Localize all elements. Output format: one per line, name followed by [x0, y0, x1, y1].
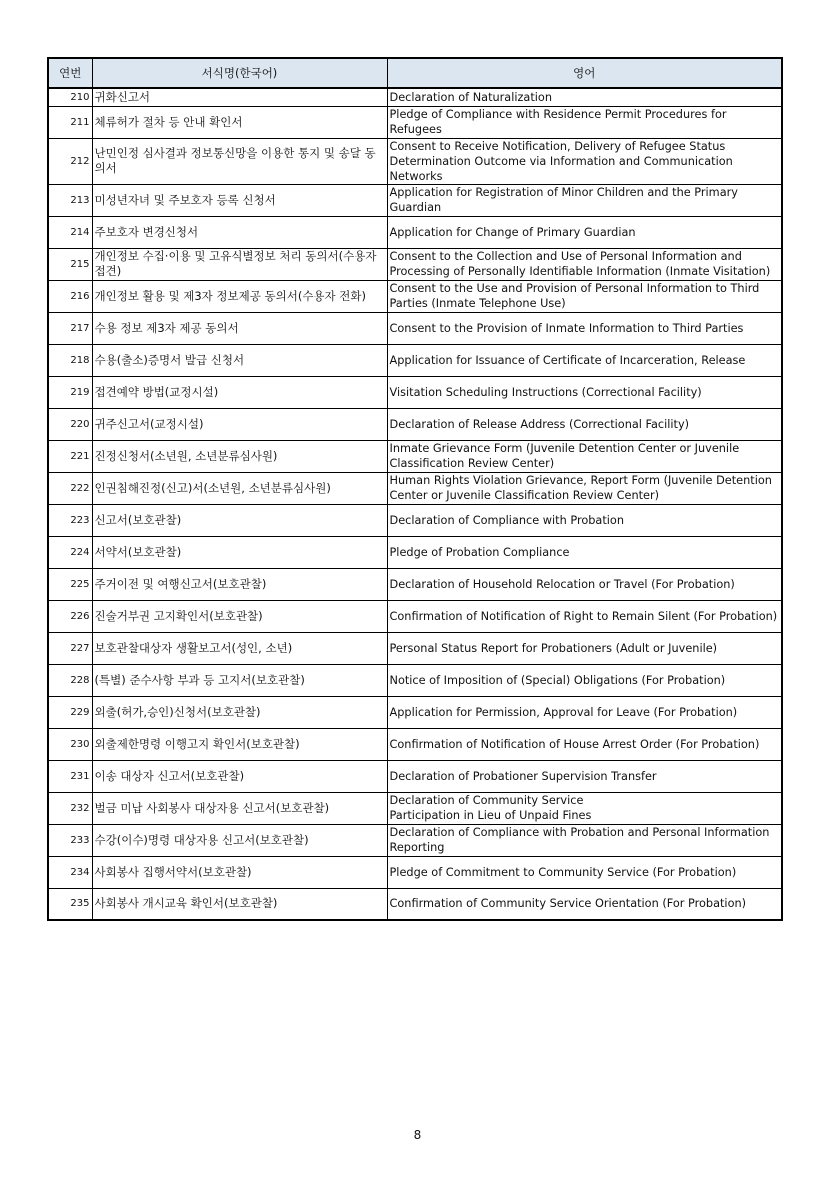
english-form-name: Application for Permission, Approval for Leave (For Probation) — [387, 696, 782, 728]
row-number: 231 — [48, 760, 92, 792]
korean-form-name: 진정신청서(소년원, 소년분류심사원) — [92, 440, 387, 472]
korean-form-name: 체류허가 절차 등 안내 확인서 — [92, 106, 387, 138]
table-row — [48, 88, 782, 106]
table-row — [48, 504, 782, 536]
table-row — [48, 440, 782, 472]
table-row — [48, 760, 782, 792]
korean-form-name: 귀화신고서 — [92, 88, 387, 106]
english-form-name: Declaration of Compliance with Probation — [387, 504, 782, 536]
row-number: 220 — [48, 408, 92, 440]
table-row — [48, 280, 782, 312]
english-form-name: Confirmation of Community Service Orientation (For Probation) — [387, 888, 782, 920]
english-form-name: Pledge of Commitment to Community Service (For Probation) — [387, 856, 782, 888]
english-form-name: Human Rights Violation Grievance, Report Form (Juvenile Detention Center or Juvenile Classification Review Center) — [387, 472, 782, 504]
table-row — [48, 472, 782, 504]
header-english: 영어 — [387, 58, 782, 88]
english-form-name: Consent to the Collection and Use of Personal Information and Processing of Personally Identifiable Information (Inmate Visitation) — [387, 248, 782, 280]
korean-form-name: 사회봉사 집행서약서(보호관찰) — [92, 856, 387, 888]
english-form-name: Declaration of Release Address (Correctional Facility) — [387, 408, 782, 440]
korean-form-name: 수강(이수)명령 대상자용 신고서(보호관찰) — [92, 824, 387, 856]
english-form-name: Confirmation of Notification of Right to Remain Silent (For Probation) — [387, 600, 782, 632]
korean-form-name: 수용 정보 제3자 제공 동의서 — [92, 312, 387, 344]
table-row — [48, 824, 782, 856]
english-form-name: Personal Status Report for Probationers (Adult or Juvenile) — [387, 632, 782, 664]
table-row — [48, 312, 782, 344]
row-number: 226 — [48, 600, 92, 632]
korean-form-name: 이송 대상자 신고서(보호관찰) — [92, 760, 387, 792]
row-number: 215 — [48, 248, 92, 280]
table-row — [48, 600, 782, 632]
english-form-name: Pledge of Compliance with Residence Permit Procedures for Refugees — [387, 106, 782, 138]
korean-form-name: 주보호자 변경신청서 — [92, 216, 387, 248]
table-row — [48, 536, 782, 568]
row-number: 230 — [48, 728, 92, 760]
row-number: 218 — [48, 344, 92, 376]
korean-form-name: 외출제한명령 이행고지 확인서(보호관찰) — [92, 728, 387, 760]
korean-form-name: 접견예약 방법(교정시설) — [92, 376, 387, 408]
row-number: 222 — [48, 472, 92, 504]
english-form-name: Visitation Scheduling Instructions (Correctional Facility) — [387, 376, 782, 408]
english-form-name: Consent to Receive Notification, Delivery of Refugee Status Determination Outcome via Information and Communication Networks — [387, 138, 782, 184]
row-number: 210 — [48, 88, 92, 106]
row-number: 234 — [48, 856, 92, 888]
english-form-name: Declaration of Household Relocation or Travel (For Probation) — [387, 568, 782, 600]
row-number: 211 — [48, 106, 92, 138]
header-korean-form-name: 서식명(한국어) — [92, 58, 387, 88]
english-form-name: Consent to the Provision of Inmate Information to Third Parties — [387, 312, 782, 344]
table-row — [48, 216, 782, 248]
english-form-name: Notice of Imposition of (Special) Obligations (For Probation) — [387, 664, 782, 696]
english-form-name: Pledge of Probation Compliance — [387, 536, 782, 568]
row-number: 223 — [48, 504, 92, 536]
table-row — [48, 344, 782, 376]
table-row — [48, 792, 782, 824]
table-header-row — [48, 58, 782, 88]
row-number: 233 — [48, 824, 92, 856]
table-row — [48, 856, 782, 888]
table-row — [48, 106, 782, 138]
row-number: 219 — [48, 376, 92, 408]
row-number: 225 — [48, 568, 92, 600]
english-form-name: Confirmation of Notification of House Arrest Order (For Probation) — [387, 728, 782, 760]
english-form-name: Declaration of Compliance with Probation and Personal Information Reporting — [387, 824, 782, 856]
english-form-name: Consent to the Use and Provision of Personal Information to Third Parties (Inmate Telephone Use) — [387, 280, 782, 312]
table-row — [48, 408, 782, 440]
row-number: 235 — [48, 888, 92, 920]
korean-form-name: 주거이전 및 여행신고서(보호관찰) — [92, 568, 387, 600]
table-row — [48, 184, 782, 216]
korean-form-name: 신고서(보호관찰) — [92, 504, 387, 536]
row-number: 227 — [48, 632, 92, 664]
korean-form-name: 보호관찰대상자 생활보고서(성인, 소년) — [92, 632, 387, 664]
korean-form-name: 미성년자녀 및 주보호자 등록 신청서 — [92, 184, 387, 216]
row-number: 228 — [48, 664, 92, 696]
english-form-name: Inmate Grievance Form (Juvenile Detention Center or Juvenile Classification Review Center) — [387, 440, 782, 472]
table-row — [48, 568, 782, 600]
korean-form-name: (특별) 준수사항 부과 등 고지서(보호관찰) — [92, 664, 387, 696]
row-number: 229 — [48, 696, 92, 728]
korean-form-name: 개인정보 활용 및 제3자 정보제공 동의서(수용자 전화) — [92, 280, 387, 312]
table-row — [48, 728, 782, 760]
korean-form-name: 서약서(보호관찰) — [92, 536, 387, 568]
table-row — [48, 632, 782, 664]
korean-form-name: 외출(허가,승인)신청서(보호관찰) — [92, 696, 387, 728]
english-form-name: Declaration of Community Service Participation in Lieu of Unpaid Fines — [387, 792, 782, 824]
page-number: 8 — [413, 1128, 422, 1142]
korean-form-name: 진술거부권 고지확인서(보호관찰) — [92, 600, 387, 632]
header-serial-number: 연번 — [48, 58, 92, 88]
table-row — [48, 664, 782, 696]
english-form-name: Application for Issuance of Certificate of Incarceration, Release — [387, 344, 782, 376]
korean-form-name: 개인정보 수집·이용 및 고유식별정보 처리 동의서(수용자 접견) — [92, 248, 387, 280]
korean-form-name: 난민인정 심사결과 정보통신망을 이용한 통지 및 송달 동의서 — [92, 138, 387, 184]
row-number: 212 — [48, 138, 92, 184]
forms-translation-table — [47, 57, 783, 921]
row-number: 214 — [48, 216, 92, 248]
table-row — [48, 138, 782, 184]
korean-form-name: 사회봉사 개시교육 확인서(보호관찰) — [92, 888, 387, 920]
row-number: 213 — [48, 184, 92, 216]
row-number: 216 — [48, 280, 92, 312]
row-number: 224 — [48, 536, 92, 568]
row-number: 232 — [48, 792, 92, 824]
korean-form-name: 수용(출소)증명서 발급 신청서 — [92, 344, 387, 376]
row-number: 217 — [48, 312, 92, 344]
english-form-name: Application for Registration of Minor Children and the Primary Guardian — [387, 184, 782, 216]
english-form-name: Declaration of Probationer Supervision Transfer — [387, 760, 782, 792]
table-row — [48, 888, 782, 920]
table-body — [48, 88, 782, 920]
table-row — [48, 376, 782, 408]
korean-form-name: 인권침해진정(신고)서(소년원, 소년분류심사원) — [92, 472, 387, 504]
row-number: 221 — [48, 440, 92, 472]
korean-form-name: 귀주신고서(교정시설) — [92, 408, 387, 440]
korean-form-name: 벌금 미납 사회봉사 대상자용 신고서(보호관찰) — [92, 792, 387, 824]
table-row — [48, 696, 782, 728]
table-row — [48, 248, 782, 280]
english-form-name: Application for Change of Primary Guardian — [387, 216, 782, 248]
english-form-name: Declaration of Naturalization — [387, 88, 782, 106]
